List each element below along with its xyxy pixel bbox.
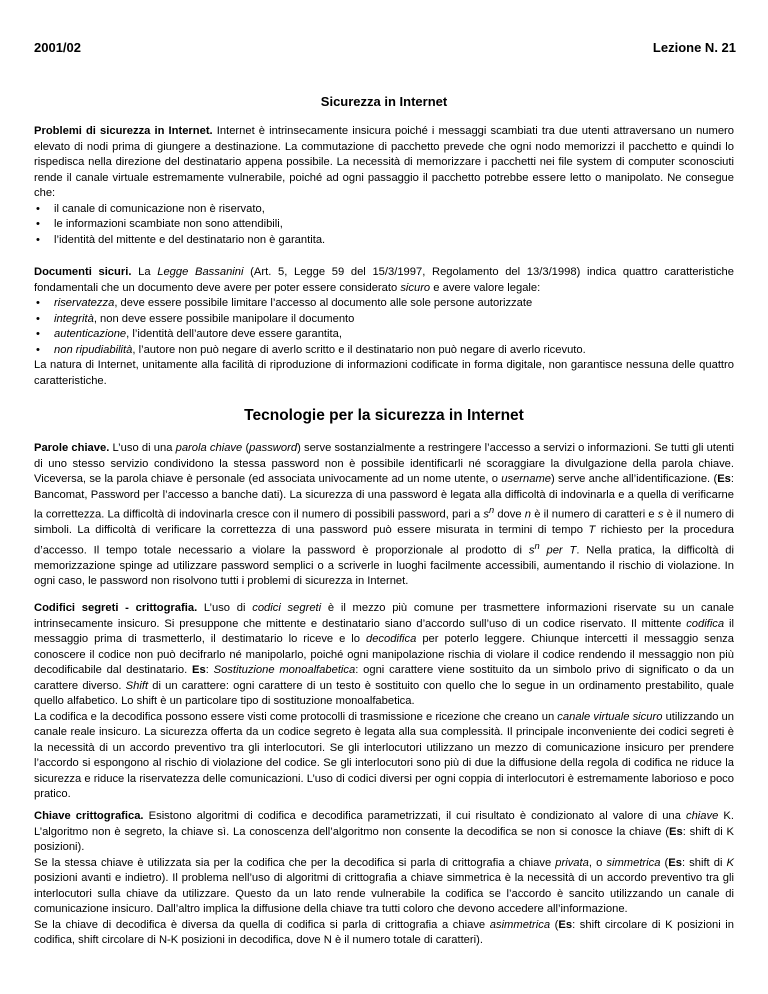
paragraph-text: Internet è intrinsecamente insicura poiché i messaggi scambiati tra due utenti attraversano un numero elevato di nodi prima di giungere a destinazione. La commutazione di pacchetto prevede che ogni nodo memorizzi il pacchetto e quindi lo rispedisca nella direzione del destinatario appena possibile. La necessità di memorizzare i pacchetti nei file system di computer sconosciuti rende il canale virtuale estremamente vulnerabile, poiché ad ogni passaggio il pacchetto potrebbe essere letto o manipolato. Ne consegue che:: [34, 125, 734, 199]
paragraph: [34, 441, 734, 590]
text: posizioni avanti e indietro). Il problema nell’uso di algoritmi di crittografia a chiave simmetrica è la necessità di un accordo preventivo tra gli interlocutori sulla chiave da utilizzare. Questo da un lato rende vulnerabile la codifica se l’accordo è sancito utilizzando un canale di comunicazione insicuro. Dall’altro implica la diffusione della chiave tra tutti coloro che devono accedere all’informazione.: [34, 872, 734, 915]
list-item: [34, 312, 734, 328]
section-chiave-crittografica: [34, 809, 734, 949]
section-codici-segreti: [34, 601, 734, 803]
list-item: • l’identità del mittente e del destinatario non è garantita.: [34, 233, 734, 249]
list-item: [34, 296, 734, 312]
text: il messaggio prima di trasmetterlo, il destimatario lo riceve e lo: [34, 617, 734, 645]
list-item: [34, 327, 734, 343]
text: : ogni carattere viene sostituito da un simbolo privo di significato o da un carattere diverso.: [34, 664, 734, 692]
text: e avere valore legale:: [430, 281, 541, 294]
text: La: [131, 266, 158, 278]
term: asimmetrica: [489, 918, 551, 931]
text: , o: [588, 856, 607, 869]
example-label: Es: [192, 664, 206, 676]
paragraph: [34, 124, 734, 202]
example-label: Es: [668, 856, 682, 869]
list-item: • il canale di comunicazione non è riservato,: [34, 202, 734, 218]
law-name: Legge Bassanini: [157, 266, 244, 278]
paragraph-heading: Parole chiave.: [34, 442, 110, 454]
section-title-tecnologie: Tecnologie per la sicurezza in Internet: [244, 407, 524, 424]
text: L’uso di una: [109, 442, 176, 454]
term: autenticazione: [54, 328, 127, 340]
var-t: T: [588, 524, 596, 537]
text: utilizzando un canale reale insicuro. La sicurezza offerta da un codice segreto è legata alla sua complessità. Il principale inconveniente dei codici segreti è la necessità di un accordo preventivo tra gli interlocutori. Se gli interlocutori utilizzano un mezzo di comunicazione insicuro per prendere l’accordo si espongono al rischio di violazione del codice. Se gli interlocutori sono più di due la diffusione della regola di codifica ne riduce la sicurezza e riduce la riservatezza delle comunicazioni. L’uso di codici diversi per ogni coppia di interlocutori è estremamente laborioso e poco pratico.: [34, 710, 734, 800]
text: : Bancomat, Password per l’accesso a banche dati). La sicurezza di una password è legata alla difficoltà di indovinarla e a quella di verificarne la correttezza. La difficoltà di indovinarla cresce con il numero di possibili password, pari a: [34, 473, 734, 521]
text: (: [242, 442, 250, 454]
term: integrità: [54, 312, 94, 325]
term: codifica: [686, 617, 725, 630]
example-label: Es: [558, 918, 573, 931]
list-item: [34, 343, 734, 359]
text: Esistono algoritmi di codifica e decodifica parametrizzati, il cui risultato è condizionato al valore di una: [143, 810, 686, 822]
text: . Nella pratica, la difficoltà di memorizzazione spinge ad utilizzare password semplici o a scriverle in luoghi facilmente accessibili, aumentando il rischio di violazione. In ogni caso, le password non risolvono tutti i problemi di sicurezza in Internet.: [34, 544, 734, 588]
text: Se la chiave di decodifica è diversa da quella di codifica si parla di crittografia a chiave: [34, 918, 490, 931]
var-n: n: [488, 505, 495, 515]
paragraph-heading: Documenti sicuri.: [34, 266, 132, 278]
paragraph: [34, 710, 734, 803]
text: ) serve sostanzialmente a restringere l’accesso a servizi o informazioni. Se tutti gli utenti di uno stesso servizio condividono la stessa password non è possibile identificarli né scoraggiare la divulgazione della parola chiave. Viceversa, se la parola chiave è personale (ed associata univocamente ad un nome utente, o: [34, 442, 735, 485]
paragraph: [34, 918, 734, 949]
text: (: [660, 856, 669, 869]
text: per poterlo leggere. Chiunque intercetti il messaggio senza conoscere il codice non può decifrarlo né manipolarlo, poiché ogni manipolazione rischia di violare il codice rendendo il messaggio non più decodificabile dal destinatario.: [34, 633, 734, 676]
text: La codifica e la decodifica possono essere visti come protocolli di trasmissione e ricezione che creano un: [34, 710, 558, 723]
bullet-list: [34, 296, 734, 358]
paragraph: La natura di Internet, unitamente alla facilità di riproduzione di informazioni codificate in forma digitale, non garantisce nessuna delle quattro caratteristiche.: [34, 359, 734, 387]
var-t: T: [569, 544, 577, 557]
var-s: s: [528, 544, 535, 557]
text: :: [205, 664, 214, 676]
text: , deve essere possibile limitare l’accesso al documento alle sole persone autorizzate: [114, 297, 533, 309]
text: , non deve essere possibile manipolare il documento: [93, 312, 355, 325]
text: è il numero di caratteri e: [531, 508, 658, 521]
paragraph-heading: Problemi di sicurezza in Internet.: [34, 125, 213, 137]
text: (: [550, 918, 559, 931]
example-label: Es: [717, 473, 731, 485]
term: canale virtuale sicuro: [557, 710, 663, 723]
paragraph-heading: Chiave crittografica.: [34, 810, 144, 822]
text: è il mezzo più comune per trasmettere informazioni riservate su un canale intrinsecamente insicuro. Si presuppone che mittente e destinatario siano d’accordo sull’uso di un codice riservato. Il mittente: [34, 602, 734, 630]
term: simmetrica: [606, 856, 661, 869]
term: sicuro: [400, 281, 431, 294]
var-n: n: [534, 540, 540, 551]
text: di un carattere: ogni carattere di un testo è sostituito con quello che lo segue in un ordinamento prestabilito, quale quello alfabetico. Lo shift è un particolare tipo di sostituzione monoalfabetica.: [34, 679, 734, 707]
text: K. L’algoritmo non è segreto, la chiave sì. La conoscenza dell’algoritmo non consente la decodifica se non si conosce la chiave (: [34, 810, 734, 838]
paragraph: [34, 809, 734, 856]
term: decodifica: [365, 633, 417, 645]
lesson-number: Lezione N. 21: [652, 40, 736, 55]
text: è il numero di simboli. La difficoltà di verificare la correttezza di una password può essere misurata in termini di tempo: [34, 508, 734, 537]
section-documenti: [34, 265, 734, 389]
text: richiesto per la procedura d’accesso. Il tempo totale necessario a violare la password è proporzionale al prodotto di: [34, 524, 734, 557]
example-label: Es: [669, 825, 683, 838]
section-parole-chiave: [34, 441, 734, 590]
term: privata: [555, 856, 589, 869]
text: : shift di K posizioni).: [34, 825, 734, 853]
var-s: s: [483, 508, 489, 521]
section-problemi: [34, 124, 734, 248]
paragraph-heading: Codifici segreti - crittografia.: [34, 602, 198, 614]
paragraph: [34, 601, 734, 710]
text: ) serve anche all’identificazione. (: [551, 473, 718, 485]
text: , l’autore non può negare di averlo scritto e il destinatario non può negare di averlo ricevuto.: [132, 343, 586, 356]
text: dove: [494, 508, 525, 521]
list-item: • le informazioni scambiate non sono attendibili,: [34, 217, 734, 233]
term: non ripudiabilità: [54, 343, 133, 356]
term: parola chiave: [175, 442, 243, 454]
text: , l’identità dell’autore deve essere garantita,: [126, 328, 342, 340]
academic-year: 2001/02: [34, 40, 81, 55]
term: username: [501, 473, 551, 485]
text: Se la stessa chiave è utilizzata sia per la codifica che per la decodifica si parla di crittografia a chiave: [34, 856, 556, 869]
var-k: K: [726, 856, 734, 869]
term: codici segreti: [252, 602, 322, 614]
term: Shift: [125, 679, 149, 692]
text: : shift circolare di K posizioni in codifica, shift circolare di N-K posizioni in decodifica, dove N è il numero totale di caratteri).: [34, 918, 734, 946]
var-n: n: [524, 508, 532, 521]
term: Sostituzione monoalfabetica: [213, 664, 356, 676]
paragraph: [34, 265, 734, 296]
text: L’uso di: [197, 602, 253, 614]
term: password: [249, 442, 298, 454]
text: (Art. 5, Legge 59 del 15/3/1997, Regolamento del 13/3/1998) indica quattro caratteristiche fondamentali che un documento deve avere per poter essere considerato: [34, 266, 734, 294]
var-s: s: [657, 508, 664, 521]
term: riservatezza: [54, 297, 115, 309]
text: per: [539, 544, 570, 557]
term: chiave: [685, 810, 719, 822]
bullet-list: [34, 202, 734, 249]
text: : shift di: [681, 856, 727, 869]
section-title-sicurezza: Sicurezza in Internet: [320, 94, 448, 109]
paragraph: [34, 856, 734, 918]
